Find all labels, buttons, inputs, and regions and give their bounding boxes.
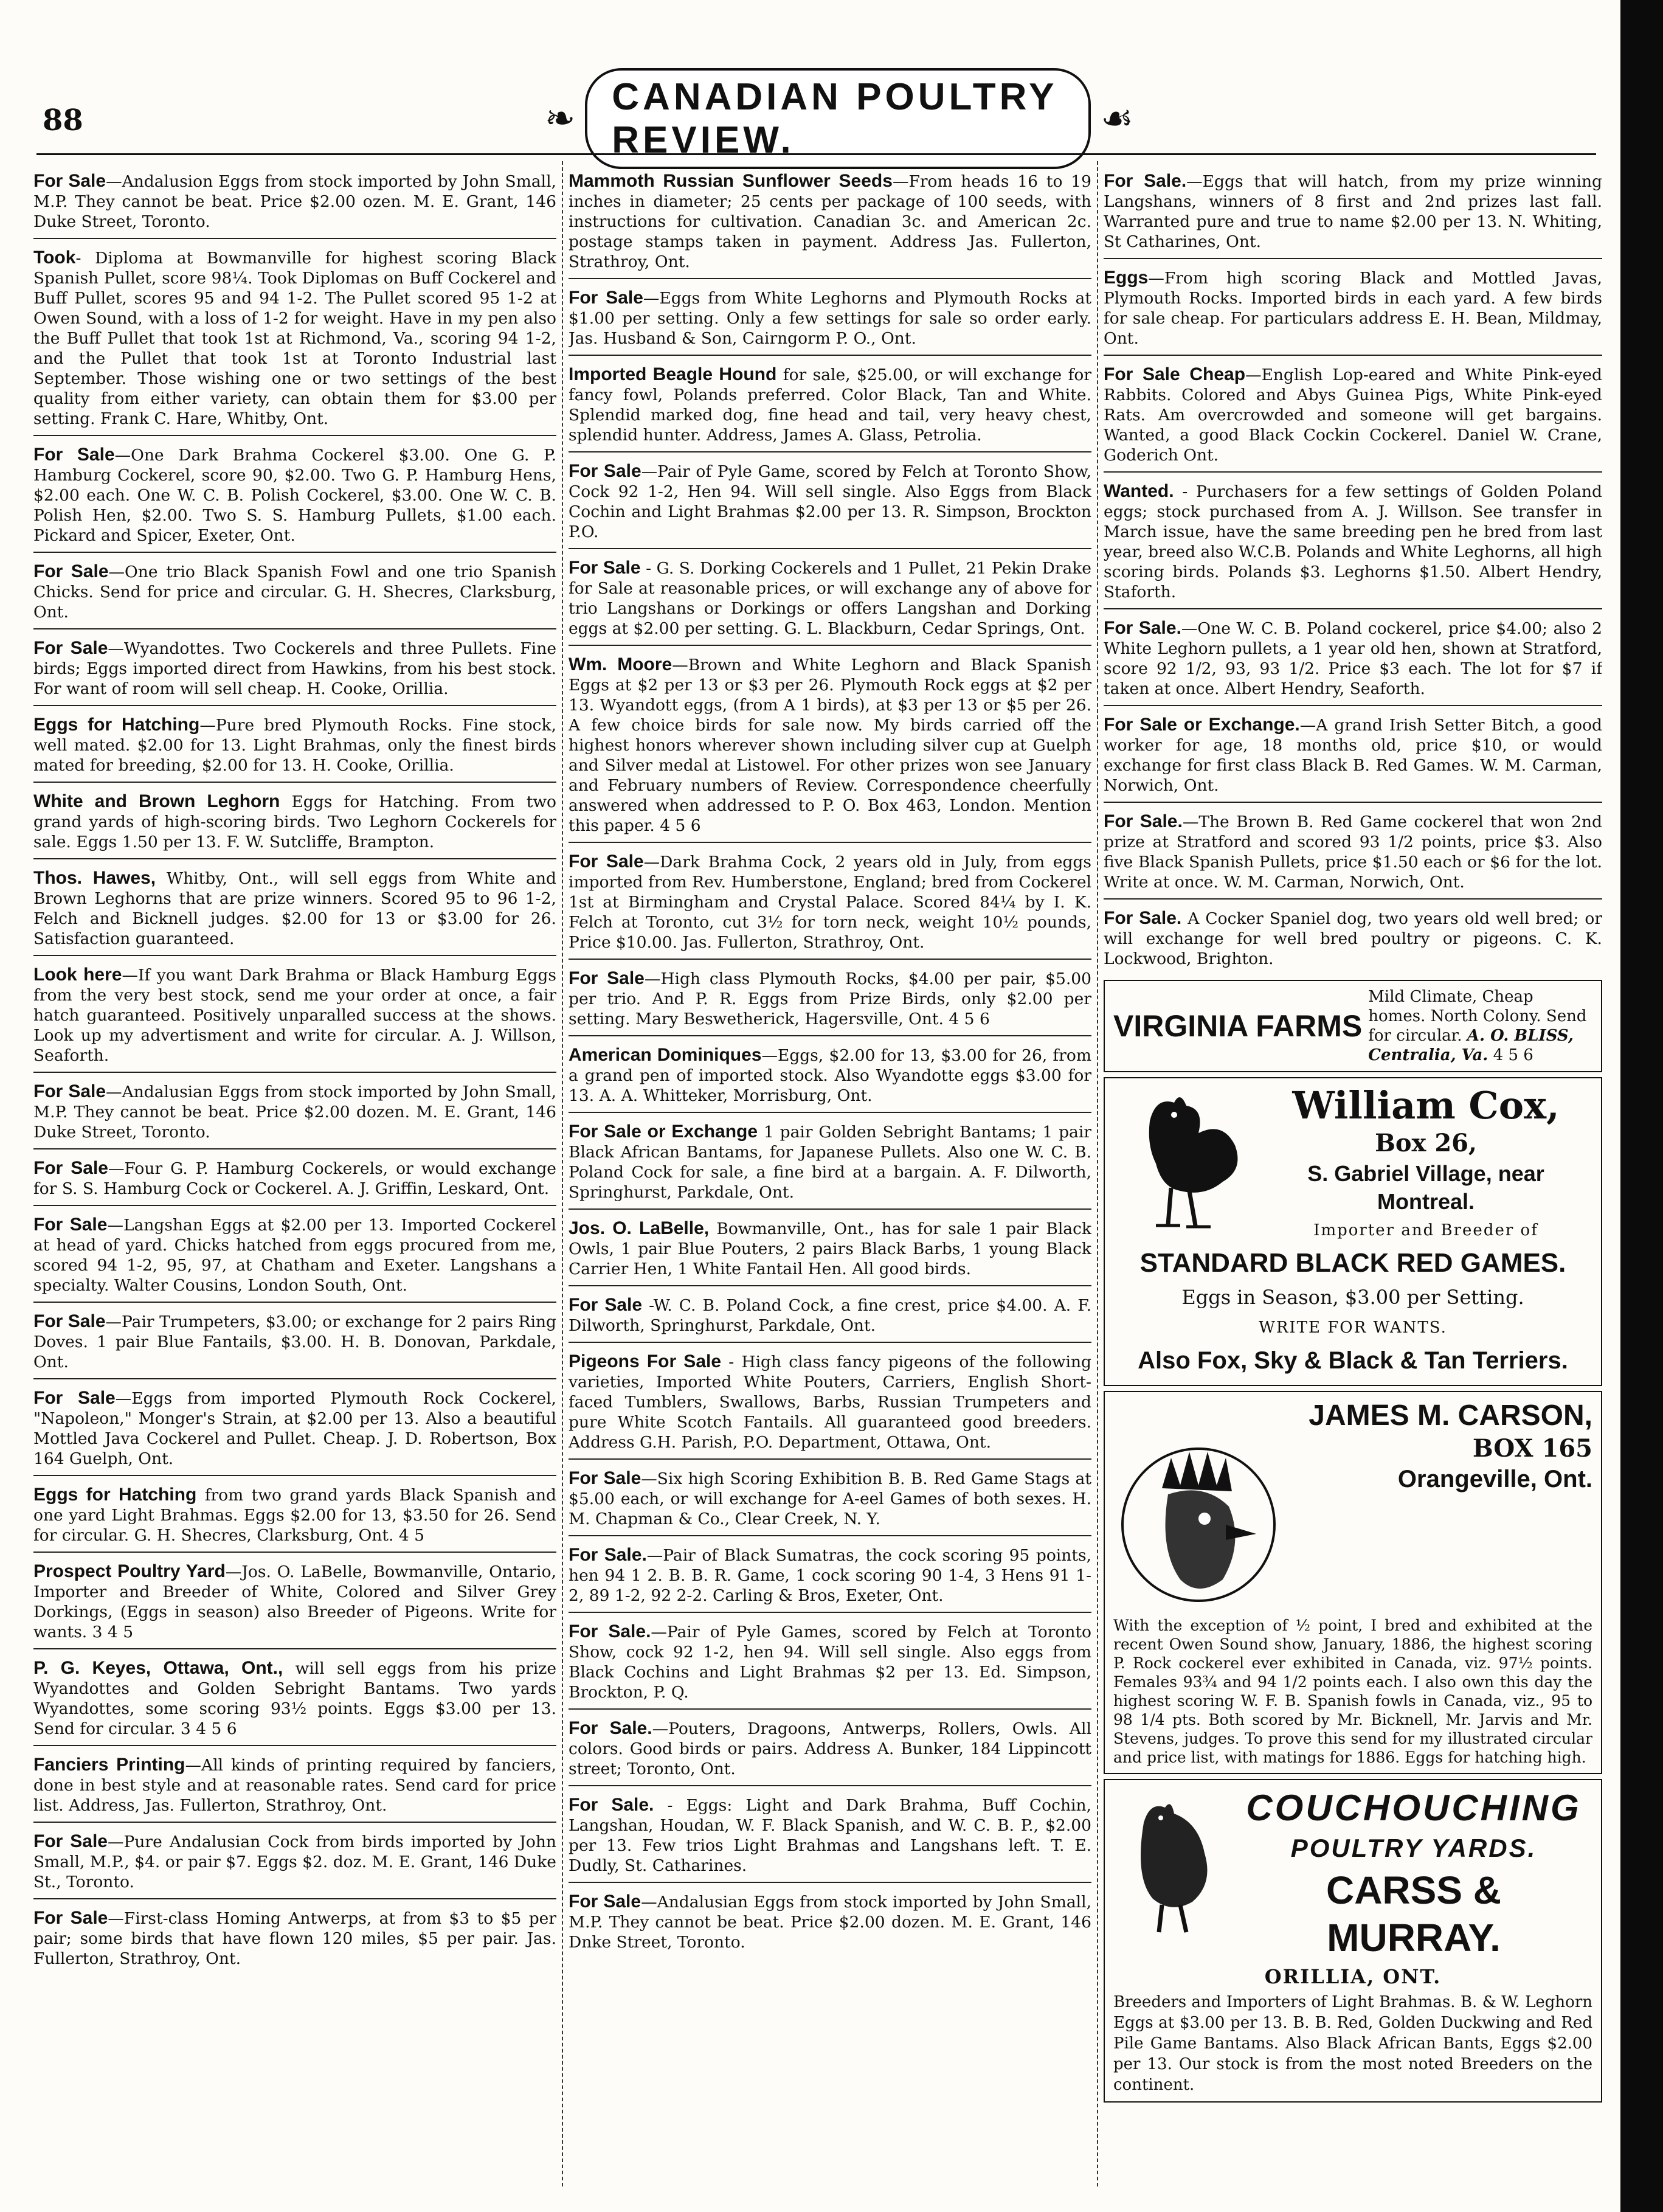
column-1 bbox=[33, 167, 556, 2186]
classified-ad bbox=[569, 457, 1091, 549]
ad-body: —Pure bred Plymouth Rocks. Fine stock, well mated. $2.00 for 13. Light Brahmas, only the finest birds mated for breeding, $2.00 for 13. H. Cooke, Orillia. bbox=[33, 716, 556, 775]
column-2 bbox=[569, 167, 1091, 2186]
ad-heading: White and Brown Leghorn bbox=[33, 791, 280, 811]
ad-body: —Four G. P. Hamburg Cockerels, or would exchange for S. S. Hamburg Cock or Cockerel. A. J. Griffin, Leskard, Ont. bbox=[33, 1159, 556, 1198]
ad-heading: Prospect Poultry Yard bbox=[33, 1561, 226, 1581]
ad-heading: For Sale bbox=[569, 1468, 641, 1488]
ad-body: —From high scoring Black and Mottled Javas, Plymouth Rocks. Imported birds in each yard. A few birds for sale cheap. For particulars address E. H. Bean, Mildmay, Ont. bbox=[1104, 269, 1602, 348]
ad-heading: Eggs for Hatching bbox=[33, 715, 200, 735]
classified-ad bbox=[33, 244, 556, 436]
classified-ad bbox=[569, 1465, 1091, 1536]
classified-ad bbox=[33, 1078, 556, 1149]
masthead bbox=[535, 76, 1143, 161]
ad-body: —Pair of Pyle Game, scored by Felch at Toronto Show, Cock 92 1-2, Hen 94. Will sell single. Also Eggs from Black Cochin and Light Brahmas $2.00 per 13. R. Simpson, Brockton P.O. bbox=[569, 462, 1091, 541]
ad-body: will sell eggs from his prize Wyandottes and Golden Sebright Bantams. Two yards Wyandottes, some scoring 93½ points. Eggs $3.00 per 13. Send for circular. 3 4 5 6 bbox=[33, 1659, 556, 1738]
classified-ad bbox=[569, 1888, 1091, 1958]
ad-body: - Purchasers for a few settings of Golden Poland eggs; stock purchased from A. J. Willson. See transfer in March issue, have the same breeding pen he bred from last year, breed also W.C.B. Polands and White Leghorns, all high scoring birds. Polands $3. Leghorns $1.50. Albert Hendry, Staforth. bbox=[1104, 482, 1602, 602]
cox-box: Box 26, bbox=[1375, 1129, 1477, 1157]
brahma-hen-icon bbox=[1113, 1786, 1229, 1938]
classified-ad bbox=[569, 965, 1091, 1036]
ad-body: —Eggs from imported Plymouth Rock Cockerel, "Napoleon," Monger's Strain, at $2.00 per 13. Also a beautiful Mottled Java Cockerel and Pullet. Cheap. J. D. Robertson, Box 164 Guelph, Ont. bbox=[33, 1389, 556, 1468]
ad-heading: For Sale. bbox=[569, 1545, 647, 1565]
classified-ad bbox=[569, 1215, 1091, 1286]
ad-body: —Six high Scoring Exhibition B. B. Red Game Stags at $5.00 each, or will exchange for A-eel Games of both sexes. H. M. Chapman & Co., Clear Creek, N. Y. bbox=[569, 1469, 1091, 1528]
ad-body: —Brown and White Leghorn and Black Spanish Eggs at $2 per 13 or $3 per 26. Plymouth Rock eggs at $2 per 13. Wyandott eggs, (from A 1 birds), at $3 per 13 or $5 per 26. A few choice birds for sale now. My birds carried off the highest honors wherever shown including silver cup at Guelph and Silver medal at Listowel. For other prizes won see January and February numbers of Review. Correspondence cheerfully answered when addressed to P. O. Box 463, London. Mention this paper. 4 5 6 bbox=[569, 656, 1091, 835]
ad-body: Bowmanville, Ont., has for sale 1 pair Black Owls, 1 pair Blue Pouters, 2 pairs Black Barbs, 1 young Black Carrier Hen, 1 White Fantail Hen. All good birds. bbox=[569, 1219, 1091, 1278]
ad-heading: Fanciers Printing bbox=[33, 1755, 185, 1775]
cox-write: WRITE FOR WANTS. bbox=[1259, 1319, 1447, 1337]
ad-body: - Diploma at Bowmanville for highest scoring Black Spanish Pullet, score 98¼. Took Diplomas on Buff Cockerel and Buff Pullet, scores 95 and 94 1-2. The Pullet scored 95 1-2 at Owen Sound, with a loss of 1-2 for weight. Have in my pen also the Buff Pullet that took 1st at Richmond, Va., scoring 94 1-2, and the Pullet that took 1st at Toronto Industrial last September. Those wishing one or two settings of the best quality from either variety, can obtain them for $3.00 per setting. Frank C. Hare, Whitby, Ont. bbox=[33, 249, 556, 428]
ad-heading: For Sale bbox=[569, 558, 641, 578]
column-divider bbox=[562, 161, 563, 2186]
rooster-icon bbox=[1113, 1084, 1253, 1236]
ad-heading: For Sale bbox=[33, 1081, 106, 1101]
cox-name: William Cox, bbox=[1292, 1083, 1560, 1128]
ad-body: —Eggs that will hatch, from my prize winning Langshans, winners of 8 first and 2nd prizes last fall. Warranted pure and true to name $2.00 per 13. N. Whiting, St Catharines, Ont. bbox=[1104, 172, 1602, 251]
ad-heading: Wm. Moore bbox=[569, 654, 672, 674]
cox-importer: Importer and Breeder of bbox=[1313, 1221, 1538, 1239]
ad-heading: For Sale. bbox=[569, 1621, 651, 1642]
classified-ad bbox=[33, 864, 556, 956]
ad-heading: For Sale bbox=[569, 851, 644, 872]
ad-heading: For Sale or Exchange. bbox=[1104, 715, 1300, 735]
ad-heading: For Sale. bbox=[569, 1718, 652, 1738]
ad-heading: For Sale bbox=[33, 638, 108, 658]
cox-games: STANDARD BLACK RED GAMES. bbox=[1139, 1248, 1566, 1278]
classified-ad bbox=[33, 441, 556, 553]
classified-ad bbox=[33, 1481, 556, 1553]
ad-heading: American Dominiques bbox=[569, 1045, 762, 1065]
classified-ad bbox=[569, 848, 1091, 960]
ad-heading: For Sale bbox=[33, 1311, 106, 1331]
ad-heading: For Sale bbox=[33, 445, 115, 465]
classified-ad bbox=[569, 167, 1091, 279]
masthead-title: CANADIAN POULTRY REVIEW. bbox=[585, 68, 1091, 169]
virginia-farms-sig: A. O. BLISS, Centralia, Va. bbox=[1368, 1027, 1574, 1064]
classified-ad bbox=[1104, 361, 1602, 473]
ad-heading: Mammoth Russian Sunflower Seeds bbox=[569, 171, 893, 191]
couch-firm: CARSS & MURRAY. bbox=[1326, 1868, 1502, 1960]
ad-heading: Eggs bbox=[1104, 268, 1149, 288]
classified-ad bbox=[569, 1541, 1091, 1613]
classified-ad bbox=[1104, 167, 1602, 259]
classified-ad bbox=[569, 1041, 1091, 1113]
ad-heading: Jos. O. LaBelle, bbox=[569, 1218, 710, 1238]
ad-body: —Pair Trumpeters, $3.00; or exchange for 2 pairs Ring Doves. 1 pair Blue Fantails, $3.00. H. B. Donovan, Parkdale, Ont. bbox=[33, 1312, 556, 1371]
classified-ad bbox=[1104, 477, 1602, 609]
ad-heading: For Sale bbox=[33, 1388, 116, 1408]
classified-ad bbox=[1104, 904, 1602, 975]
ad-heading: For Sale. bbox=[569, 1795, 654, 1815]
classified-ad bbox=[569, 1618, 1091, 1710]
ad-heading: For Sale bbox=[33, 171, 106, 191]
couch-title: COUCHOUCHING bbox=[1246, 1787, 1582, 1828]
ad-heading: For Sale. bbox=[1104, 811, 1183, 831]
ad-body: —Langshan Eggs at $2.00 per 13. Imported Cockerel at head of yard. Chicks hatched from eggs procured from me, scored 94 1-2, 95, 97, at Chatham and Exeter. Langshans a specialty. Walter Cousins, London South, Ont. bbox=[33, 1216, 556, 1295]
classified-ad bbox=[33, 1558, 556, 1649]
classified-ad bbox=[33, 1751, 556, 1823]
ad-heading: For Sale bbox=[569, 288, 643, 308]
ad-body: —A grand Irish Setter Bitch, a good worker for age, 18 months old, price $10, or would exchange for first class Black B. Red Games. W. M. Carman, Norwich, Ont. bbox=[1104, 716, 1602, 795]
ad-body: 1 pair Golden Sebright Bantams; 1 pair Black African Bantams, for Japanese Pullets. Also one W. C. B. Poland Cock for sale, a fine bird at a bargain. A. F. Dilworth, Springhurst, Parkdale, Ont. bbox=[569, 1123, 1091, 1202]
ad-heading: P. G. Keyes, Ottawa, Ont., bbox=[33, 1658, 283, 1678]
ornament-left-icon: ❧ bbox=[545, 97, 576, 140]
classified-ad bbox=[33, 558, 556, 629]
ad-heading: Thos. Hawes, bbox=[33, 868, 156, 888]
ad-body: Eggs for Hatching. From two grand yards of high-scoring birds. Two Leghorn Cockerels for sale. Eggs 1.50 per 13. F. W. Sutcliffe, Brampton. bbox=[33, 792, 556, 851]
ad-heading: Wanted. bbox=[1104, 481, 1174, 501]
virginia-farms-num: 4 5 6 bbox=[1493, 1046, 1533, 1064]
classified-ad bbox=[569, 554, 1091, 646]
ad-heading: For Sale bbox=[569, 461, 641, 481]
classified-ad bbox=[33, 1154, 556, 1206]
carson-name: JAMES M. CARSON, bbox=[1309, 1399, 1592, 1432]
ad-body: —Eggs from White Leghorns and Plymouth Rocks at $1.00 per setting. Only a few settings for sale so order early. Jas. Husband & Son, Cairngorm P. O., Ont. bbox=[569, 289, 1091, 348]
classified-ad bbox=[569, 1118, 1091, 1210]
couch-text: Breeders and Importers of Light Brahmas. B. & W. Leghorn Eggs at $3.00 per 13. B. B. Red, Golden Duckwing and Red Pile Game Bantams. Also Black African Bants, Eggs $2.00 per 13. Our stock is from the most noted Breeders on the continent. bbox=[1113, 1993, 1592, 2094]
ad-body: —High class Plymouth Rocks, $4.00 per pair, $5.00 per trio. And P. R. Eggs from Prize Birds, only $2.00 per setting. Mary Beswetherick, Hagersville, Ont. 4 5 6 bbox=[569, 969, 1091, 1028]
cox-terriers: Also Fox, Sky & Black & Tan Terriers. bbox=[1138, 1347, 1568, 1374]
james-carson-ad bbox=[1104, 1391, 1602, 1774]
classified-ad bbox=[569, 1714, 1091, 1786]
column-divider bbox=[1097, 161, 1098, 2186]
ad-body: —Dark Brahma Cock, 2 years old in July, from eggs imported from Rev. Humberstone, England; bred from Cockerel 1st at Birmingham and Crystal Palace. Scored 84¼ by I. K. Felch at Toronto, cut 3½ for torn neck, weight 10½ pounds, Price $10.00. Jas. Fullerton, Strathroy, Ont. bbox=[569, 853, 1091, 952]
classified-ad bbox=[33, 1828, 556, 1899]
ornament-right-icon: ☙ bbox=[1101, 97, 1133, 140]
ad-heading: For Sale. bbox=[1104, 171, 1187, 191]
classified-ad bbox=[1104, 808, 1602, 900]
classified-ad bbox=[33, 1904, 556, 1975]
classified-ad bbox=[33, 634, 556, 706]
ad-body: —English Lop-eared and White Pink-eyed Rabbits. Colored and Abys Guinea Pigs, White Pink-eyed Rats. Am overcrowded and someone will get bargains. Wanted, a good Black Cockin Cockerel. Daniel W. Crane, Goderich Ont. bbox=[1104, 366, 1602, 465]
classified-ad bbox=[569, 1291, 1091, 1343]
column-3-ads bbox=[1104, 167, 1602, 975]
ad-body: —Andalusian Eggs from stock imported by John Small, M.P. They cannot be beat. Price $2.00 dozen. M. E. Grant, 146 Dnke Street, Toronto. bbox=[569, 1893, 1091, 1952]
ad-body: —First-class Homing Antwerps, at from $3 to $5 per pair; some birds that have flown 120 miles, $5 per pair. Jas. Fullerton, Strathroy, Ont. bbox=[33, 1909, 556, 1968]
classified-ad bbox=[33, 1654, 556, 1746]
ad-body: —One trio Black Spanish Fowl and one trio Spanish Chicks. Send for price and circular. G. H. Shecres, Clarksburg, Ont. bbox=[33, 563, 556, 622]
william-cox-ad bbox=[1104, 1077, 1602, 1386]
classified-ad bbox=[569, 1791, 1091, 1883]
ad-heading: For Sale bbox=[33, 1215, 108, 1235]
ad-heading: For Sale Cheap bbox=[1104, 364, 1246, 384]
ad-heading: Imported Beagle Hound bbox=[569, 364, 777, 384]
ad-heading: Eggs for Hatching bbox=[33, 1485, 197, 1505]
top-rule bbox=[36, 153, 1596, 155]
ad-body: —Jos. O. LaBelle, Bowmanville, Ontario, Importer and Breeder of White, Colored and Silver Grey Dorkings, (Eggs in season) also Breeder of Pigeons. Write for wants. 3 4 5 bbox=[33, 1562, 556, 1642]
ad-heading: For Sale bbox=[33, 561, 109, 581]
ad-heading: For Sale. bbox=[1104, 618, 1181, 638]
rooster-head-icon bbox=[1113, 1434, 1284, 1616]
cox-eggs: Eggs in Season, $3.00 per Setting. bbox=[1181, 1286, 1524, 1309]
ad-heading: Took bbox=[33, 248, 76, 268]
classified-ad bbox=[33, 961, 556, 1073]
ad-body: —Pair of Pyle Games, scored by Felch at Toronto Show, cock 92 1-2, hen 94. Will sell single. Also eggs from Black Cochins and Light Brahmas $2 per 13. Ed. Simpson, Brockton, P. Q. bbox=[569, 1623, 1091, 1702]
ad-body: —Pure Andalusian Cock from birds imported by John Small, M.P., $4. or pair $7. Eggs $2. doz. M. E. Grant, 146 Duke St., Toronto. bbox=[33, 1832, 556, 1891]
ad-heading: For Sale bbox=[33, 1158, 108, 1178]
ad-body: for sale, $25.00, or will exchange for fancy fowl, Polands preferred. Color Black, Tan and White. Splendid marked dog, fine head and tail, very heavy chest, splendid hunter. Address, James A. Glass, Petrolia. bbox=[569, 366, 1091, 445]
ad-heading: For Sale bbox=[569, 1891, 641, 1912]
ad-body: —All kinds of printing required by fanciers, done in best style and at reasonable rates. Send card for price list. Address, Jas. Fullerton, Strathroy, Ont. bbox=[33, 1756, 556, 1815]
ad-body: Whitby, Ont., will sell eggs from White and Brown Leghorns that are prize winners. Scored 95 to 96 1-2, Felch and Bicknell judges. $2.00 for 13 or $3.00 for 26. Satisfaction guaranteed. bbox=[33, 869, 556, 948]
virginia-farms-name: VIRGINIA FARMS bbox=[1113, 1009, 1363, 1043]
classified-ad bbox=[33, 1384, 556, 1476]
classified-ad bbox=[569, 1348, 1091, 1460]
classified-ad bbox=[569, 651, 1091, 843]
classified-ad bbox=[33, 711, 556, 783]
ad-heading: For Sale or Exchange bbox=[569, 1122, 758, 1142]
ad-body: —Wyandottes. Two Cockerels and three Pullets. Fine birds; Eggs imported direct from Hawkins, from his best stock. For want of room will sell cheap. H. Cooke, Orillia. bbox=[33, 639, 556, 698]
ad-body: - G. S. Dorking Cockerels and 1 Pullet, 21 Pekin Drake for Sale at reasonable prices, or will exchange any of above for trio Langshans or Dorkings or offers Langshan and Dorking eggs at $2.00 per setting. G. L. Blackburn, Cedar Springs, Ont. bbox=[569, 559, 1091, 638]
classified-ad bbox=[569, 284, 1091, 356]
couchouching-ad bbox=[1104, 1779, 1602, 2103]
virginia-farms-ad bbox=[1104, 980, 1602, 1072]
ad-heading: For Sale bbox=[33, 1831, 108, 1851]
ad-body: from two grand yards Black Spanish and one yard Light Brahmas. Eggs $2.00 for 13, $3.50 for 26. Send for circular. G. H. Shecres, Clarksburg, Ont. 4 5 bbox=[33, 1486, 556, 1545]
ad-body: A Cocker Spaniel dog, two years old well bred; or will exchange for well bred poultry or pigeons. C. K. Lockwood, Brighton. bbox=[1104, 909, 1602, 968]
classified-ad bbox=[33, 1211, 556, 1303]
ad-body: - Eggs: Light and Dark Brahma, Buff Cochin, Langshan, Houdan, W. F. Black Spanish, and W. C. B. P., $2.00 per 13. Few trios Light Brahmas and Langshans left. T. E. Dudly, St. Catharines. bbox=[569, 1796, 1091, 1875]
virginia-farms-text: Mild Climate, Cheap homes. North Colony. Send for circular. bbox=[1368, 988, 1587, 1045]
ad-body: -W. C. B. Poland Cock, a fine crest, price $4.00. A. F. Dilworth, Springhurst, Parkdale, Ont. bbox=[569, 1296, 1091, 1335]
classified-ad bbox=[1104, 711, 1602, 803]
ad-body: —Andalusion Eggs from stock imported by John Small, M.P. They cannot be beat. Price $2.00 ozen. M. E. Grant, 146 Duke Street, Toronto. bbox=[33, 172, 556, 231]
ad-heading: For Sale. bbox=[1104, 908, 1182, 928]
classified-ad bbox=[1104, 614, 1602, 706]
carson-box: BOX 165 bbox=[1472, 1434, 1592, 1463]
ad-body: —One W. C. B. Poland cockerel, price $4.00; also 2 White Leghorn pullets, a 1 year old hen, shown at Stratford, score 92 1/2, 93, 93 1/2. Price $3 each. The lot for $7 if taken at once. Albert Hendry, Seaforth. bbox=[1104, 619, 1602, 698]
classified-ad bbox=[33, 1308, 556, 1379]
ad-body: —The Brown B. Red Game cockerel that won 2nd prize at Stratford and scored 93 1/2 points, price $3. Also five Black Spanish Pullets, price $1.50 each or $6 for the lot. Write at once. W. M. Carman, Norwich, Ont. bbox=[1104, 813, 1602, 892]
ad-heading: Look here bbox=[33, 965, 122, 985]
ad-body: —Pouters, Dragoons, Antwerps, Rollers, Owls. All colors. Good birds or pairs. Address A. Bunker, 184 Lippincott street; Toronto, Ont. bbox=[569, 1719, 1091, 1778]
ad-body: —If you want Dark Brahma or Black Hamburg Eggs from the very best stock, send me your order at once, a fair hatch guaranteed. Positively unparalled success at the shows. Look up my advertisment and write for circular. A. J. Willson, Seaforth. bbox=[33, 966, 556, 1065]
ad-body: —Andalusian Eggs from stock imported by John Small, M.P. They cannot be beat. Price $2.00 dozen. M. E. Grant, 146 Duke Street, Toronto. bbox=[33, 1083, 556, 1142]
classified-ad bbox=[33, 788, 556, 859]
classified-ad bbox=[569, 361, 1091, 452]
couch-town: ORILLIA, ONT. bbox=[1264, 1965, 1442, 1988]
page-edge-shadow bbox=[1620, 0, 1663, 2212]
classified-ad bbox=[33, 167, 556, 239]
ad-heading: For Sale bbox=[569, 968, 645, 988]
ad-body: —Eggs, $2.00 for 13, $3.00 for 26, from a grand pen of imported stock. Also Wyandotte eggs $3.00 for 13. A. A. Whitteker, Morrisburg, Ont. bbox=[569, 1046, 1091, 1105]
ad-heading: For Sale bbox=[33, 1908, 108, 1928]
carson-town: Orangeville, Ont. bbox=[1397, 1466, 1592, 1493]
ad-heading: For Sale bbox=[569, 1295, 643, 1315]
ad-heading: Pigeons For Sale bbox=[569, 1351, 722, 1371]
ad-body: - High class fancy pigeons of the following varieties, Imported White Pouters, Carriers, English Short-faced Tumblers, Swallows, Barbs, Russian Trumpeters and pure White Scotch Fantails. All guaranteed good breeders. Address G.H. Parish, P.O. Department, Ottawa, Ont. bbox=[569, 1353, 1091, 1452]
ad-body: —From heads 16 to 19 inches in diameter; 25 cents per package of 100 seeds, with instructions for cultivation. Canadian 3c. and American 2c. postage stamps taken in payment. Address Jas. Fullerton, Strathroy, Ont. bbox=[569, 172, 1091, 271]
classified-ad bbox=[1104, 264, 1602, 356]
page-number: 88 bbox=[43, 103, 83, 137]
couch-sub: POULTRY YARDS. bbox=[1290, 1834, 1537, 1862]
cox-village: S. Gabriel Village, near Montreal. bbox=[1307, 1161, 1544, 1214]
column-3 bbox=[1104, 167, 1602, 2186]
ad-body: —One Dark Brahma Cockerel $3.00. One G. P. Hamburg Cockerel, score 90, $2.00. Two G. P. Hamburg Hens, $2.00 each. One W. C. B. Polish Cockerel, $3.00. One W. C. B. Polish Hen, $2.00. Two S. S. Hamburg Pullets, $1.00 each. Pickard and Spicer, Exeter, Ont. bbox=[33, 446, 556, 545]
ad-body: —Pair of Black Sumatras, the cock scoring 95 points, hen 94 1 2. B. B. R. Game, 1 cock scoring 90 1-4, 3 Hens 91 1-2, 89 1-2, 92 2-2. Carling & Bros, Exeter, Ont. bbox=[569, 1546, 1091, 1605]
carson-text: With the exception of ½ point, I bred and exhibited at the recent Owen Sound show, January, 1886, the highest scoring P. Rock cockerel ever exhibited in Canada, viz. 97½ points. Females 93¾ and 94 1/2 points each. I also own this day the highest scoring W. F. B. Spanish fowls in Canada, viz., 95 to 98 1/4 pts. Both scored by Mr. Bicknell, Mr. Jarvis and Mr. Stevens, judges. To prove this send for my illustrated circular and price list, with matings for 1886. Eggs for hatching high. bbox=[1113, 1617, 1592, 1766]
